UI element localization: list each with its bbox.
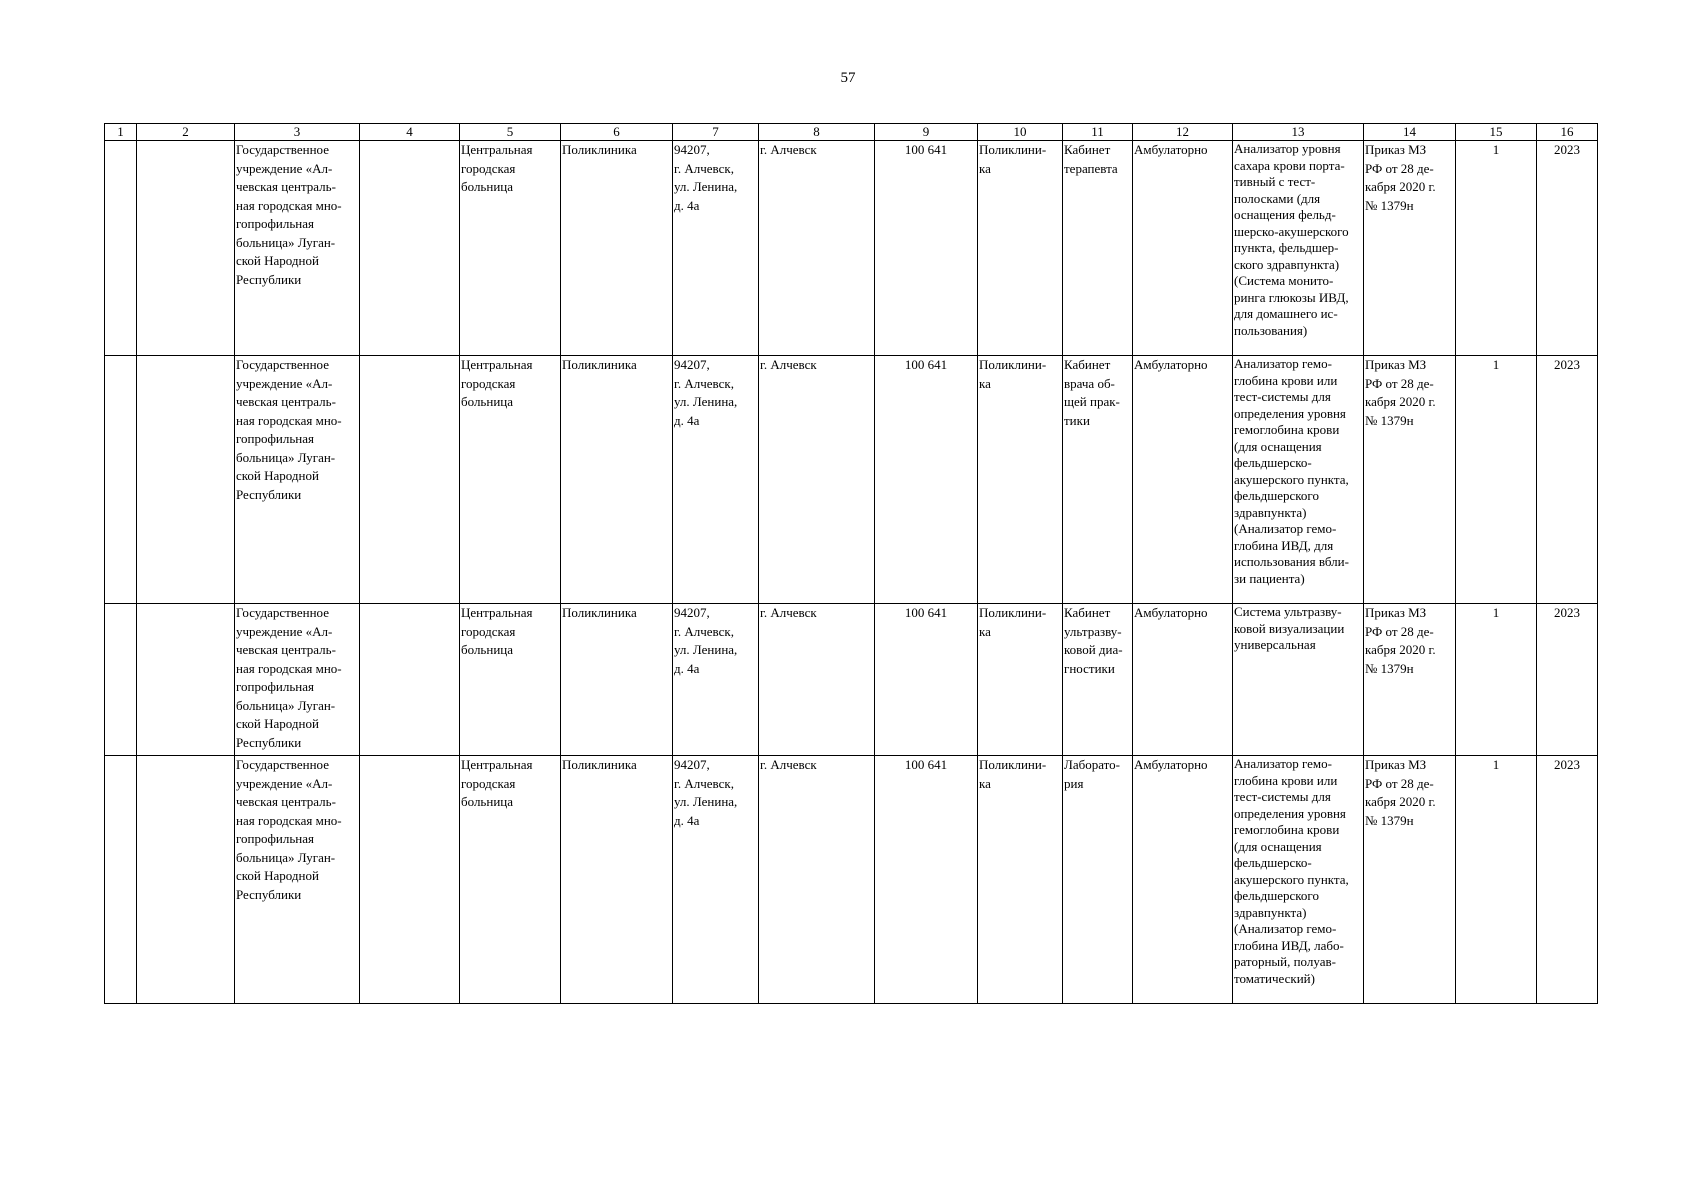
cell-unit: Поликлини- ка	[978, 756, 1063, 1004]
cell-order: Приказ МЗ РФ от 28 де- кабря 2020 г. № 1379н	[1364, 356, 1456, 604]
cell-address: 94207, г. Алчевск, ул. Ленина, д. 4а	[673, 141, 759, 356]
cell-institution: Государственное учреждение «Ал- чевская централь- ная городская мно- гопрофильная больница» Луган- ской Народной Республики	[235, 756, 360, 1004]
cell-population: 100 641	[875, 604, 978, 756]
cell-col-2	[137, 756, 235, 1004]
cell-col-4	[360, 604, 460, 756]
cell-facility-type: Центральная городская больница	[460, 604, 561, 756]
cell-address: 94207, г. Алчевск, ул. Ленина, д. 4а	[673, 356, 759, 604]
cell-year: 2023	[1537, 356, 1598, 604]
cell-room: Кабинет врача об- щей прак- тики	[1063, 356, 1133, 604]
cell-unit: Поликлини- ка	[978, 141, 1063, 356]
cell-year: 2023	[1537, 604, 1598, 756]
table-row	[105, 604, 1598, 756]
cell-col-4	[360, 356, 460, 604]
column-header-13: 13	[1233, 124, 1364, 141]
cell-unit: Поликлини- ка	[978, 604, 1063, 756]
cell-population: 100 641	[875, 756, 978, 1004]
cell-city: г. Алчевск	[759, 756, 875, 1004]
cell-unit: Поликлини- ка	[978, 356, 1063, 604]
cell-quantity: 1	[1456, 141, 1537, 356]
column-header-4: 4	[360, 124, 460, 141]
column-header-10: 10	[978, 124, 1063, 141]
cell-address: 94207, г. Алчевск, ул. Ленина, д. 4а	[673, 756, 759, 1004]
column-header-5: 5	[460, 124, 561, 141]
column-header-11: 11	[1063, 124, 1133, 141]
cell-room: Лаборато- рия	[1063, 756, 1133, 1004]
cell-care-mode: Амбулаторно	[1133, 604, 1233, 756]
table-row	[105, 756, 1598, 1004]
cell-quantity: 1	[1456, 604, 1537, 756]
cell-care-mode: Амбулаторно	[1133, 756, 1233, 1004]
cell-number	[105, 356, 137, 604]
cell-order: Приказ МЗ РФ от 28 де- кабря 2020 г. № 1379н	[1364, 604, 1456, 756]
cell-institution: Государственное учреждение «Ал- чевская централь- ная городская мно- гопрофильная больница» Луган- ской Народной Республики	[235, 141, 360, 356]
table-row	[105, 356, 1598, 604]
cell-equipment: Анализатор гемо- глобина крови или тест-системы для определения уровня гемоглобина крови (для оснащения фельдшерско- акушерского пункта, фельдшерского здравпункта) (Анализатор гемо- глобина ИВД, для использования вбли- зи пациента)	[1233, 356, 1364, 604]
column-header-16: 16	[1537, 124, 1598, 141]
cell-population: 100 641	[875, 141, 978, 356]
column-header-7: 7	[673, 124, 759, 141]
column-header-8: 8	[759, 124, 875, 141]
column-header-9: 9	[875, 124, 978, 141]
cell-quantity: 1	[1456, 756, 1537, 1004]
column-header-15: 15	[1456, 124, 1537, 141]
cell-care-mode: Амбулаторно	[1133, 356, 1233, 604]
column-header-6: 6	[561, 124, 673, 141]
column-header-14: 14	[1364, 124, 1456, 141]
column-number-header-row	[105, 124, 1598, 141]
cell-col-4	[360, 756, 460, 1004]
cell-equipment: Анализатор уровня сахара крови порта- тивный с тест- полосками (для оснащения фельд- шерско-акушерского пункта, фельдшер- ского здравпункта) (Система монито- ринга глюкозы ИВД, для домашнего ис- пользования)	[1233, 141, 1364, 356]
page-number: 57	[840, 70, 856, 86]
cell-quantity: 1	[1456, 356, 1537, 604]
column-header-3: 3	[235, 124, 360, 141]
cell-institution: Государственное учреждение «Ал- чевская централь- ная городская мно- гопрофильная больница» Луган- ской Народной Республики	[235, 356, 360, 604]
cell-city: г. Алчевск	[759, 356, 875, 604]
cell-col-2	[137, 356, 235, 604]
cell-year: 2023	[1537, 141, 1598, 356]
cell-room: Кабинет терапевта	[1063, 141, 1133, 356]
cell-col-2	[137, 141, 235, 356]
cell-city: г. Алчевск	[759, 604, 875, 756]
column-header-12: 12	[1133, 124, 1233, 141]
cell-institution: Государственное учреждение «Ал- чевская централь- ная городская мно- гопрофильная больница» Луган- ской Народной Республики	[235, 604, 360, 756]
cell-facility-type: Центральная городская больница	[460, 356, 561, 604]
table-row	[105, 141, 1598, 356]
column-header-1: 1	[105, 124, 137, 141]
cell-order: Приказ МЗ РФ от 28 де- кабря 2020 г. № 1379н	[1364, 756, 1456, 1004]
cell-facility-type: Центральная городская больница	[460, 756, 561, 1004]
cell-department: Поликлиника	[561, 141, 673, 356]
cell-city: г. Алчевск	[759, 141, 875, 356]
cell-year: 2023	[1537, 756, 1598, 1004]
cell-number	[105, 604, 137, 756]
cell-department: Поликлиника	[561, 604, 673, 756]
cell-number	[105, 141, 137, 356]
cell-order: Приказ МЗ РФ от 28 де- кабря 2020 г. № 1379н	[1364, 141, 1456, 356]
cell-address: 94207, г. Алчевск, ул. Ленина, д. 4а	[673, 604, 759, 756]
cell-equipment: Система ультразву- ковой визуализации универсальная	[1233, 604, 1364, 756]
cell-room: Кабинет ультразву- ковой диа- гностики	[1063, 604, 1133, 756]
cell-department: Поликлиника	[561, 756, 673, 1004]
cell-col-2	[137, 604, 235, 756]
cell-facility-type: Центральная городская больница	[460, 141, 561, 356]
cell-department: Поликлиника	[561, 356, 673, 604]
cell-col-4	[360, 141, 460, 356]
cell-population: 100 641	[875, 356, 978, 604]
cell-number	[105, 756, 137, 1004]
cell-care-mode: Амбулаторно	[1133, 141, 1233, 356]
column-header-2: 2	[137, 124, 235, 141]
equipment-register-table	[104, 123, 1598, 1004]
cell-equipment: Анализатор гемо- глобина крови или тест-системы для определения уровня гемоглобина крови (для оснащения фельдшерско- акушерского пункта, фельдшерского здравпункта) (Анализатор гемо- глобина ИВД, лабо- раторный, полуав- томатический)	[1233, 756, 1364, 1004]
